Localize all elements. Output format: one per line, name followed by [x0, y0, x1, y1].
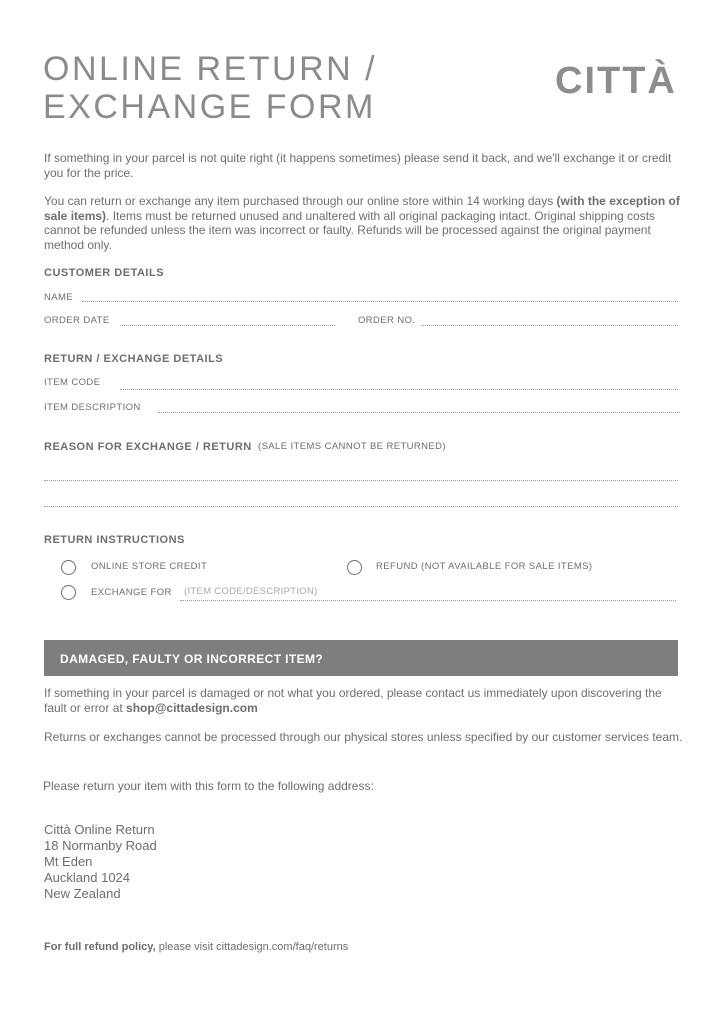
address-line-5: New Zealand: [44, 886, 121, 901]
intro-p2-bold: (with the exception of sale items): [44, 194, 680, 223]
damaged-paragraph-2: Returns or exchanges cannot be processed through our physical stores unless specified by our customer services team.: [44, 730, 683, 744]
damaged-banner: [44, 640, 678, 676]
address-line-3: Mt Eden: [44, 854, 93, 869]
item-code-label: ITEM CODE: [44, 377, 101, 388]
refund-label: REFUND (NOT AVAILABLE FOR SALE ITEMS): [376, 561, 593, 572]
form-title: [43, 50, 377, 126]
item-code-field[interactable]: [120, 388, 678, 390]
customer-details-heading: CUSTOMER DETAILS: [44, 267, 165, 279]
contact-email-link[interactable]: shop@cittadesign.com: [126, 700, 258, 715]
order-date-field[interactable]: [120, 324, 335, 326]
intro-p2-end: . Items must be returned unused and unaltered with all original packaging intact. Original shipping costs cannot be refunded unless the item was incorrect or faulty. Refunds will be processed against the original payment method only.: [44, 208, 656, 252]
reason-line-1[interactable]: [44, 479, 678, 481]
damaged-p1-start: If something in your parcel is damaged or not what you ordered, please contact us immediately upon discovering the fault or error at: [44, 686, 662, 715]
exchange-label: EXCHANGE FOR: [91, 587, 172, 598]
form-title-line1: ONLINE RETURN /: [43, 50, 378, 88]
reason-heading: REASON FOR EXCHANGE / RETURN: [44, 441, 252, 453]
exchange-placeholder: (ITEM CODE/DESCRIPTION): [184, 586, 318, 597]
address-line-4: Auckland 1024: [44, 870, 131, 885]
order-no-field[interactable]: [421, 324, 678, 326]
store-credit-radio[interactable]: [61, 560, 76, 575]
form-title-line2: EXCHANGE FORM: [43, 88, 376, 126]
reason-note: (SALE ITEMS CANNOT BE RETURNED): [258, 441, 446, 452]
citta-logo: CITTÀ: [555, 60, 677, 102]
damaged-banner-text: DAMAGED, FAULTY OR INCORRECT ITEM?: [60, 652, 324, 666]
damaged-paragraph-1: [44, 686, 684, 715]
return-details-heading: RETURN / EXCHANGE DETAILS: [44, 353, 224, 365]
name-field[interactable]: [82, 300, 678, 302]
name-label: NAME: [44, 292, 74, 303]
intro-p2-start: You can return or exchange any item purchased through our online store within 14 working days: [44, 194, 557, 208]
order-no-label: ORDER NO.: [358, 315, 416, 326]
refund-policy-footer: [44, 941, 348, 953]
return-address-intro: Please return your item with this form to the following address:: [43, 779, 374, 793]
item-description-label: ITEM DESCRIPTION: [44, 402, 141, 413]
exchange-field[interactable]: [180, 599, 676, 601]
store-credit-label: ONLINE STORE CREDIT: [91, 561, 208, 572]
return-instructions-heading: RETURN INSTRUCTIONS: [44, 534, 185, 546]
address-line-2: 18 Normanby Road: [44, 838, 157, 853]
refund-radio[interactable]: [347, 560, 362, 575]
return-address: [44, 822, 157, 902]
address-line-1: Città Online Return: [44, 822, 155, 837]
exchange-radio[interactable]: [61, 585, 76, 600]
item-description-field[interactable]: [158, 411, 680, 413]
intro-paragraph-1: If something in your parcel is not quite right (it happens sometimes) please send it back, and we'll exchange it or credit you for the price.: [44, 151, 672, 180]
footer-bold: For full refund policy,: [44, 941, 156, 953]
reason-line-2[interactable]: [44, 505, 678, 507]
order-date-label: ORDER DATE: [44, 315, 110, 326]
footer-link-text[interactable]: please visit cittadesign.com/faq/returns: [155, 941, 349, 953]
intro-paragraph-2: [44, 194, 684, 252]
